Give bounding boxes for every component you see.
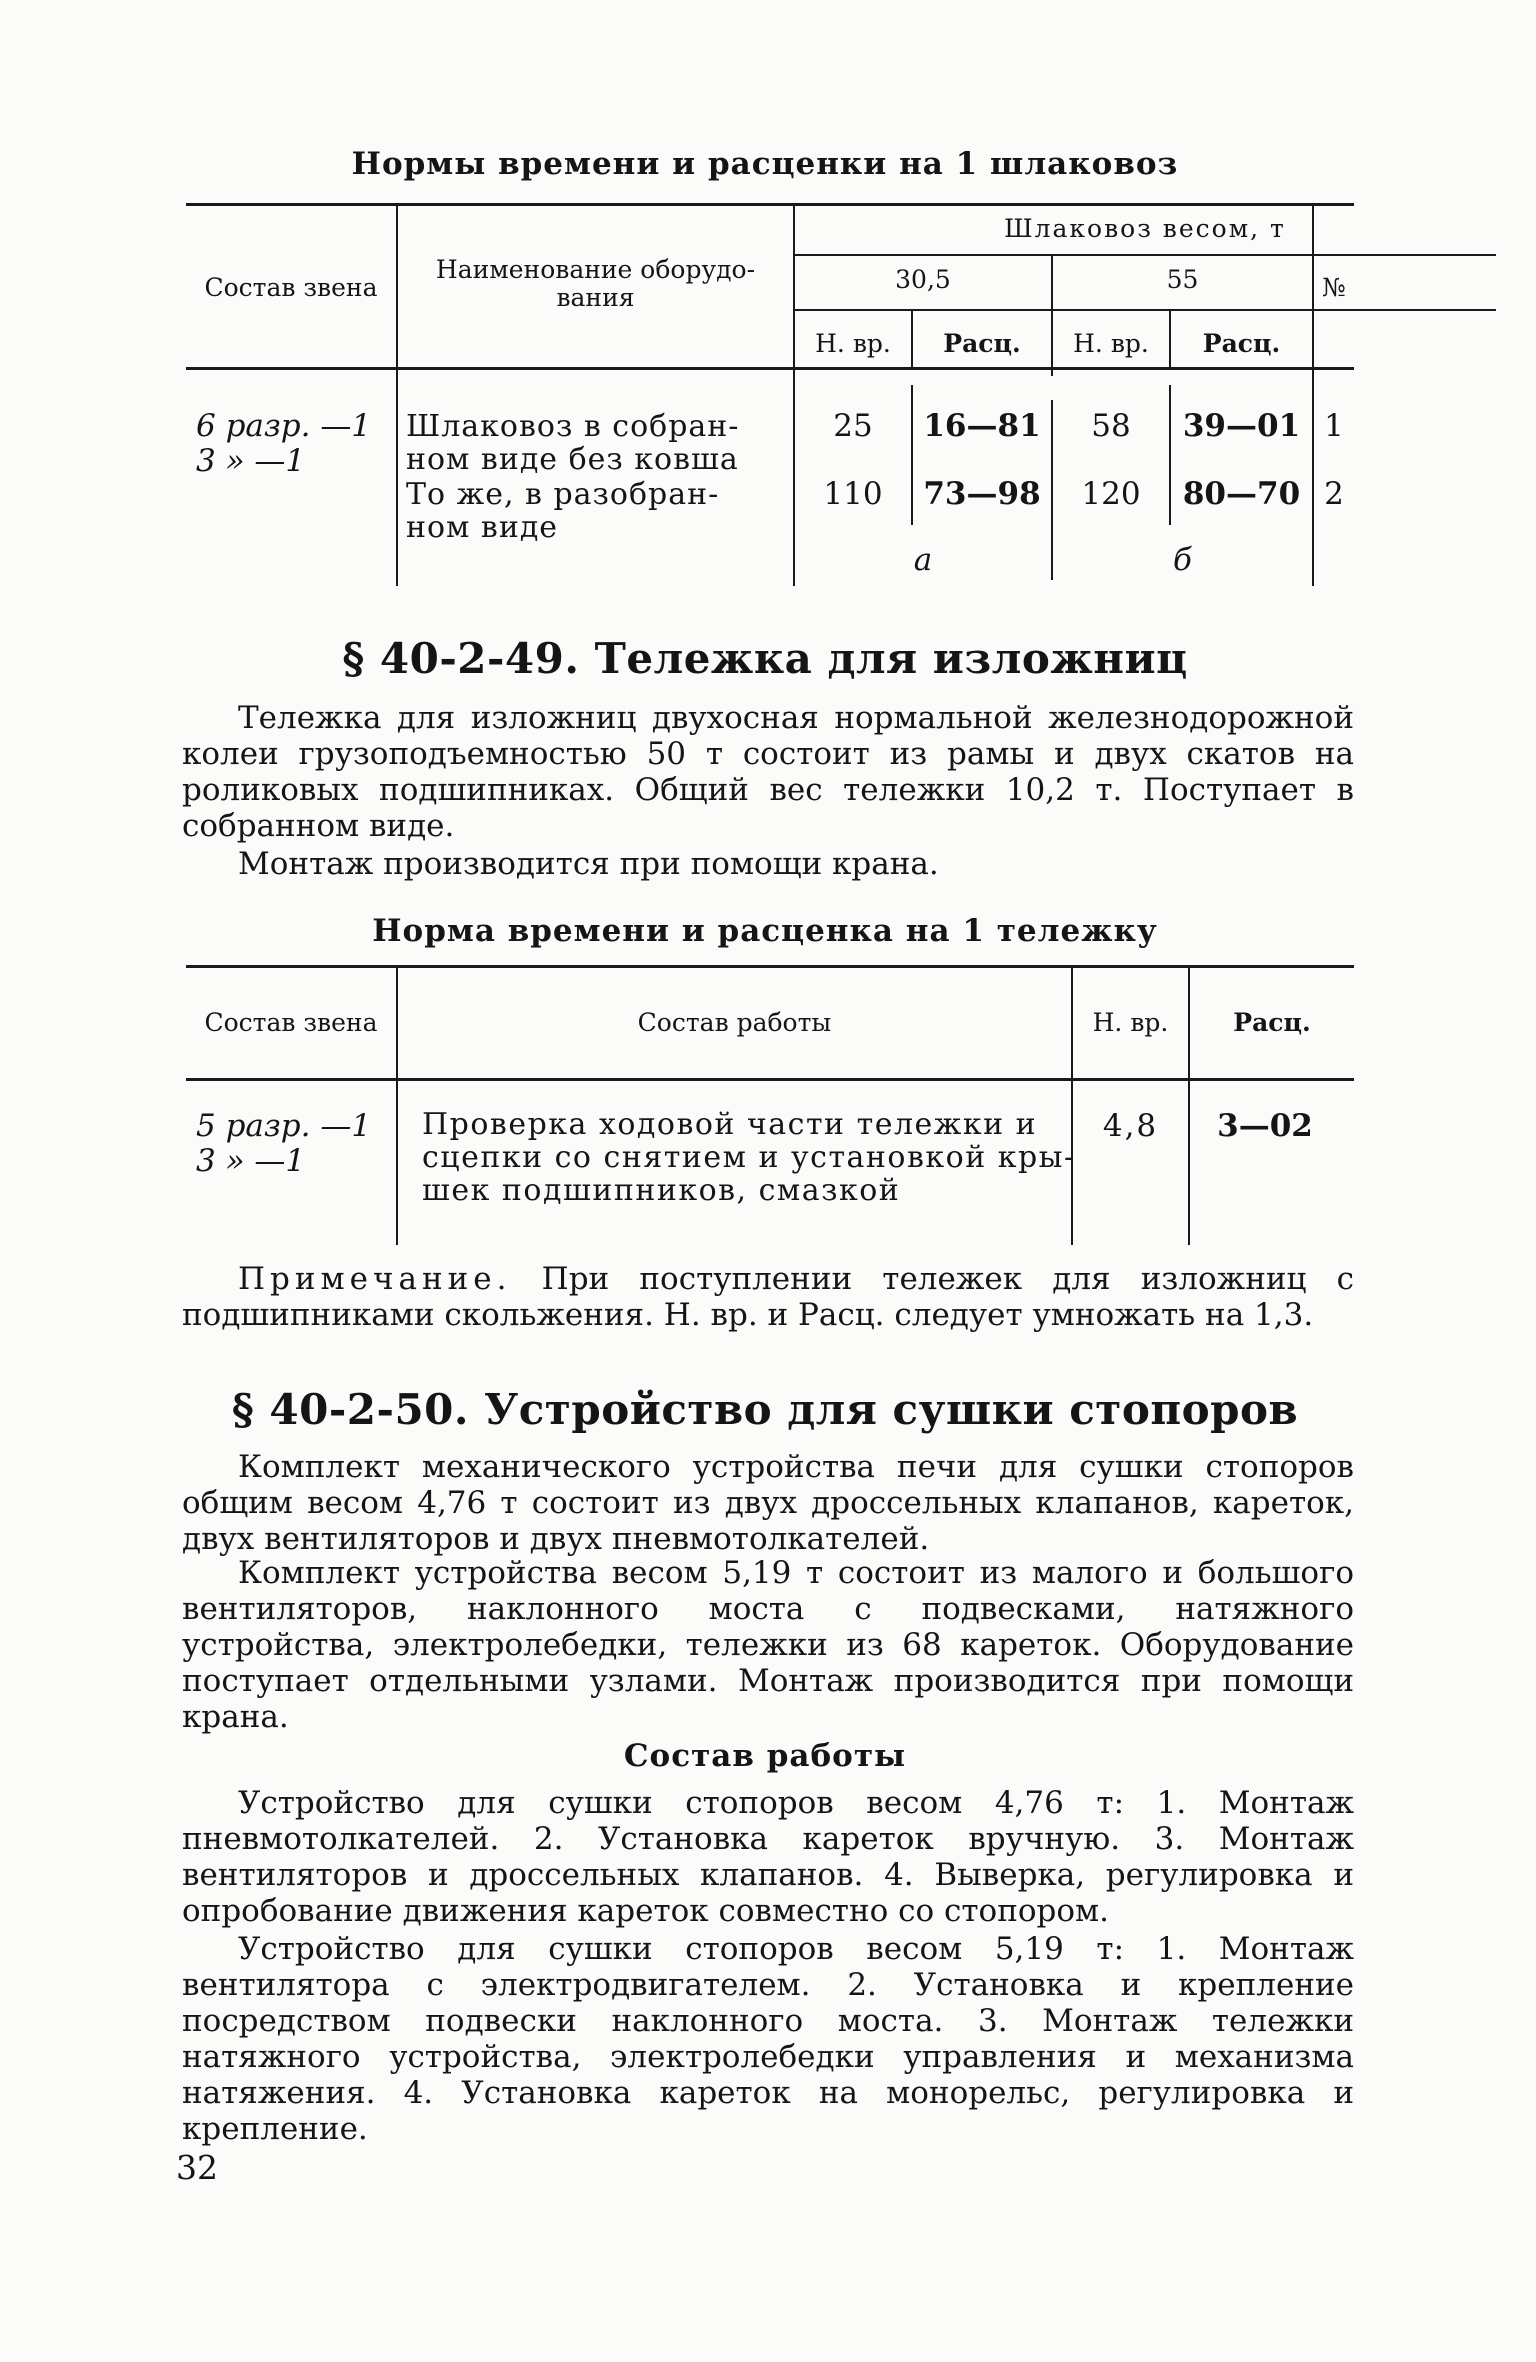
table2-header-work: Состав работы [637, 1008, 832, 1037]
table1-header-a-hvr: Н. вр. [815, 329, 891, 358]
note-text: При поступлении тележек для изложниц с подшипниками скольжения. Н. вр. и Расц. следует умножать на 1,3. [182, 1261, 1354, 1333]
table1-row2-a-hvr: 110 [823, 476, 883, 512]
table1-row1-b-rasc: 39—01 [1182, 408, 1301, 444]
work-composition-heading: Состав работы [623, 1738, 907, 1774]
table2-title: Норма времени и расценка на 1 тележку [372, 913, 1158, 949]
table2-hvr: 4,8 [1102, 1108, 1159, 1144]
table2-header-hvr: Н. вр. [1092, 1008, 1169, 1037]
table1-row1-name: Шлаковоз в собран- ном виде без ковша [406, 409, 740, 477]
table1-header-a-rasc: Расц. [943, 329, 1021, 358]
table1-title: Нормы времени и расценки на 1 шлаковоз [351, 146, 1179, 182]
page-number: 32 [176, 2148, 218, 2187]
table1-header-group: Шлаковоз весом, т [1004, 214, 1286, 243]
table2-header-rasc: Расц. [1233, 1008, 1311, 1037]
table1-header-equipment: Наименование оборудо- вания [435, 255, 756, 312]
table2-header-rule [186, 1078, 1354, 1081]
table2-crew-line: 5 разр. —1 [196, 1108, 372, 1144]
table1-header-num: № [1322, 273, 1346, 302]
table2-crew-line: 3 » —1 [196, 1143, 306, 1179]
table2-rasc: 3—02 [1217, 1108, 1313, 1144]
table2-header-crew: Состав звена [204, 1008, 378, 1037]
table1-header-b-rasc: Расц. [1202, 329, 1281, 358]
table1-crew-line: 3 » —1 [196, 443, 306, 479]
work-composition-paragraph: Устройство для сушки стопоров весом 4,76 т: 1. Монтаж пневмотолкателей. 2. Установка кареток вручную. 3. Монтаж вентиляторов и дроссельных клапанов. 4. Выверка, регулировка и опробование движения кареток совместно со стопором. [182, 1785, 1354, 1929]
table1-col-letter-a: а [913, 542, 933, 578]
table2-work: Проверка ходовой части тележки и сцепки со снятием и установкой кры- шек подшипников, смазкой [422, 1107, 1076, 1208]
note-label: Примечание. [238, 1261, 512, 1297]
table1-row1-a-rasc: 16—81 [923, 408, 1041, 444]
table1-row2-b-hvr: 120 [1081, 476, 1141, 512]
table1-crew-line: 6 разр. —1 [196, 408, 372, 444]
table1-row2-num: 2 [1324, 476, 1344, 512]
table1-header-crew: Состав звена [204, 273, 378, 302]
table1-row2-a-rasc: 73—98 [923, 476, 1041, 512]
table1-row1-a-hvr: 25 [833, 408, 873, 444]
section-50-paragraph: Комплект механического устройства печи для сушки стопоров общим весом 4,76 т состоит из двух дроссельных клапанов, кареток, двух вентиляторов и двух пневмотолкателей. [182, 1449, 1354, 1557]
work-composition-paragraph: Устройство для сушки стопоров весом 5,19 т: 1. Монтаж вентилятора с электродвигателем. 2. Установка и крепление посредством подвески наклонного моста. 3. Монтаж тележки натяжного устройства, электролебедки управления и механизма натяжения. 4. Установка кареток на монорельс, регулировка и крепление. [182, 1931, 1354, 2147]
table2-top-rule [186, 965, 1354, 968]
table1-row2-name: То же, в разобран- ном виде [406, 477, 720, 545]
table1-row1-b-hvr: 58 [1091, 408, 1131, 444]
table1-header-sub-a: 30,5 [895, 265, 951, 294]
table1-header-b-hvr: Н. вр. [1073, 329, 1149, 358]
section-50-paragraph: Комплект устройства весом 5,19 т состоит из малого и большого вентиляторов, наклонного моста с подвесками, натяжного устройства, электролебедки, тележки из 68 кареток. Оборудование поступает отдельными узлами. Монтаж производится при помощи крана. [182, 1555, 1354, 1735]
section-50-heading: § 40-2-50. Устройство для сушки стопоров [231, 1385, 1299, 1434]
section-49-heading: § 40-2-49. Тележка для изложниц [342, 634, 1188, 683]
table1-header-sub-b: 55 [1166, 265, 1199, 294]
table1-row1-num: 1 [1324, 408, 1344, 444]
table1-col-letter-b: б [1173, 542, 1192, 578]
note [182, 1261, 1354, 1333]
section-49-paragraph: Монтаж производится при помощи крана. [238, 846, 939, 882]
section-49-paragraph: Тележка для изложниц двухосная нормальной железнодорожной колеи грузоподъемностью 50 т состоит из рамы и двух скатов на роликовых подшипниках. Общий вес тележки 10,2 т. Поступает в собранном виде. [182, 700, 1354, 844]
table1-row2-b-rasc: 80—70 [1182, 476, 1301, 512]
